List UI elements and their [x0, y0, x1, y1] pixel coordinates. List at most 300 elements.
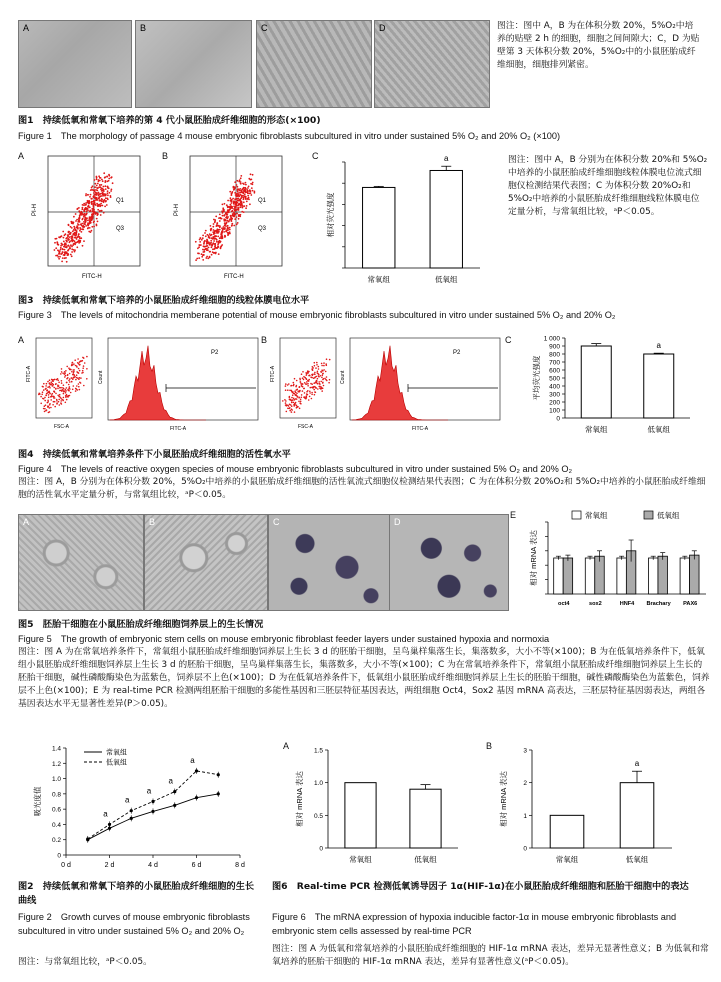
scatter-dot	[58, 396, 60, 398]
flow-dot	[241, 203, 243, 205]
scatter-dot	[322, 373, 324, 375]
scatter-dot	[47, 405, 49, 407]
flow-dot	[95, 204, 97, 206]
flow-dot	[68, 245, 70, 247]
flow-dot	[84, 218, 86, 220]
flow-dot	[216, 231, 218, 233]
scatter-dot	[75, 390, 77, 392]
scatter-dot	[86, 378, 88, 380]
scatter-dot	[69, 369, 71, 371]
flow-dot	[216, 241, 218, 243]
scatter-dot	[288, 405, 290, 407]
scatter-dot	[75, 365, 77, 367]
flow-dot	[199, 241, 201, 243]
fig6a-chart	[278, 740, 478, 870]
hist-ylabel: Count	[340, 370, 346, 384]
scatter-dot	[315, 392, 317, 394]
flow-dot	[108, 174, 110, 176]
flow-dot	[94, 179, 96, 181]
flow-dot	[202, 237, 204, 239]
flow-dot	[105, 188, 107, 190]
gate-label: P2	[453, 350, 461, 356]
scatter-dot	[325, 371, 327, 373]
flow-dot	[102, 205, 104, 207]
flow-dot	[97, 213, 99, 215]
flow-dot	[105, 194, 107, 196]
flow-dot	[245, 182, 247, 184]
scatter-dot	[321, 377, 323, 379]
scatter-dot	[294, 378, 296, 380]
flow-dot	[92, 201, 94, 203]
flow-dot	[79, 230, 81, 232]
y-tick-label: 0.6	[51, 806, 61, 814]
flow-dot	[205, 230, 207, 232]
flow-dot	[218, 231, 220, 233]
fig3-note: 图注：图中 A，B 分别为在体积分数 20%和 5%O₂中培养的小鼠胚胎成纤维细胞线粒体膜电位流式细胞仪检测结果代表图；C 为体积分数 20%O₂和 5%O₂中培养的小鼠胚胎成纤维细胞线粒体膜电位定量分析，与常氧组比较，ᵃP＜0.05。	[508, 155, 708, 217]
flow-dot	[229, 227, 231, 229]
scatter-dot	[293, 402, 295, 404]
flow-dot	[85, 213, 87, 215]
scatter-dot	[321, 371, 323, 373]
bar	[617, 558, 626, 594]
flow-dot	[59, 252, 61, 254]
flow-dot	[81, 219, 83, 221]
fig1-panel-b	[135, 20, 252, 108]
x-tick-label: PAX6	[683, 601, 698, 607]
flow-dot	[87, 200, 89, 202]
flow-dot	[59, 256, 61, 258]
flow-dot	[213, 233, 215, 235]
scatter-dot	[290, 385, 292, 387]
scatter-dot	[304, 392, 306, 394]
flow-dot	[65, 246, 67, 248]
scatter-dot	[295, 392, 297, 394]
flow-dot	[71, 255, 73, 257]
scatter-dot	[323, 362, 325, 364]
flow-dot	[60, 249, 62, 251]
flow-dot	[91, 226, 93, 228]
flow-dot	[217, 229, 219, 231]
flow-dot	[100, 214, 102, 216]
flow-dot	[91, 198, 93, 200]
flow-dot	[76, 230, 78, 232]
panel-label: A	[23, 517, 30, 527]
flow-dot	[75, 234, 77, 236]
flow-dot	[103, 190, 105, 192]
flow-dot	[71, 251, 73, 253]
flow-dot	[110, 190, 112, 192]
flow-dot	[237, 204, 239, 206]
flow-dot	[243, 205, 245, 207]
flow-dot	[82, 207, 84, 209]
flow-dot	[82, 204, 84, 206]
scatter-dot	[66, 382, 68, 384]
flow-dot	[96, 218, 98, 220]
flow-dot	[62, 257, 64, 259]
x-tick-label: 低氧组	[435, 275, 458, 284]
legend-swatch	[572, 511, 581, 519]
scatter-dot	[83, 385, 85, 387]
flow-xlabel: FITC-H	[224, 274, 244, 280]
scatter-dot	[48, 394, 50, 396]
flow-dot	[101, 210, 103, 212]
scatter-dot	[56, 402, 58, 404]
scatter-dot	[292, 399, 294, 401]
flow-dot	[88, 203, 90, 205]
x-tick-label: 常氧组	[349, 855, 372, 864]
scatter-dot	[43, 398, 45, 400]
flow-dot	[97, 187, 99, 189]
scatter-dot	[324, 378, 326, 380]
panel-label: D	[394, 517, 401, 527]
flow-dot	[227, 207, 229, 209]
fig4-note: 图注：图 A，B 分别为在体积分数 20%，5%O₂中培养的小鼠胚胎成纤维细胞的活性氧流式细胞仪检测结果代表图；C 为在体积分数 20%O₂和 5%O₂中培养的小鼠胚胎成纤维细胞的活性氧水平定量分析，与常氧组比较，ᵃP＜0.05。	[18, 477, 706, 500]
flow-dot	[69, 233, 71, 235]
flow-dot	[198, 246, 200, 248]
flow-dot	[98, 175, 100, 177]
flow-dot	[101, 195, 103, 197]
flow-dot	[74, 242, 76, 244]
scatter-dot	[293, 382, 295, 384]
flow-dot	[238, 218, 240, 220]
flow-dot	[239, 206, 241, 208]
flow-dot	[205, 246, 207, 248]
flow-dot	[83, 203, 85, 205]
scatter-dot	[297, 389, 299, 391]
flow-dot	[75, 213, 77, 215]
flow-dot	[81, 231, 83, 233]
scatter-dot	[69, 381, 71, 383]
scatter-dot	[312, 366, 314, 368]
scatter-dot	[49, 379, 51, 381]
scatter-dot	[289, 390, 291, 392]
flow-dot	[226, 216, 228, 218]
flow-dot	[227, 200, 229, 202]
scatter-dot	[63, 397, 65, 399]
bar	[363, 187, 395, 268]
scatter-dot	[313, 377, 315, 379]
flow-dot	[85, 225, 87, 227]
fig4-scatter-b	[268, 334, 340, 434]
scatter-dot	[300, 383, 302, 385]
flow-dot	[252, 182, 254, 184]
scatter-dot	[300, 401, 302, 403]
y-axis-label: 相对 mRNA 表达	[529, 530, 538, 586]
flow-dot	[240, 177, 242, 179]
scatter-dot	[76, 385, 78, 387]
flow-dot	[238, 198, 240, 200]
fig3-panel-a-label: A	[18, 151, 25, 161]
flow-dot	[98, 192, 100, 194]
significance-mark: a	[634, 759, 640, 769]
flow-dot	[249, 190, 251, 192]
flow-dot	[236, 184, 238, 186]
scatter-dot	[74, 359, 76, 361]
scatter-dot	[41, 394, 43, 396]
scatter-dot	[65, 370, 67, 372]
flow-dot	[213, 229, 215, 231]
scatter-dot	[60, 400, 62, 402]
flow-dot	[99, 184, 101, 186]
flow-dot	[66, 261, 68, 263]
flow-dot	[236, 193, 238, 195]
gate-label: P2	[211, 350, 219, 356]
scatter-dot	[313, 382, 315, 384]
flow-dot	[73, 216, 75, 218]
flow-dot	[59, 237, 61, 239]
flow-dot	[76, 227, 78, 229]
scatter-dot	[83, 357, 85, 359]
flow-dot	[107, 192, 109, 194]
scatter-dot	[297, 396, 299, 398]
scatter-dot	[316, 362, 318, 364]
flow-dot	[224, 214, 226, 216]
flow-dot	[97, 183, 99, 185]
scatter-dot	[48, 392, 50, 394]
flow-dot	[79, 215, 81, 217]
scatter-dot	[55, 388, 57, 390]
scatter-dot	[291, 411, 293, 413]
flow-dot	[60, 247, 62, 249]
scatter-dot	[82, 370, 84, 372]
scatter-dot	[299, 379, 301, 381]
flow-dot	[103, 186, 105, 188]
y-tick-label: 700	[549, 359, 560, 367]
y-tick-label: 800	[549, 351, 560, 359]
scatter-dot	[307, 383, 309, 385]
flow-dot	[237, 222, 239, 224]
flow-dot	[98, 198, 100, 200]
flow-dot	[248, 178, 250, 180]
scatter-dot	[78, 383, 80, 385]
flow-dot	[220, 241, 222, 243]
flow-dot	[103, 172, 105, 174]
scatter-dot	[323, 378, 325, 380]
scatter-dot	[298, 401, 300, 403]
bar	[563, 558, 572, 594]
flow-dot	[232, 198, 234, 200]
scatter-dot	[79, 377, 81, 379]
y-tick-label: 1.5	[313, 747, 323, 755]
flow-dot	[54, 249, 56, 251]
significance-mark: a	[168, 776, 173, 786]
flow-dot	[68, 238, 70, 240]
panel-label: A	[23, 23, 30, 33]
scatter-dot	[52, 385, 54, 387]
flow-dot	[96, 214, 98, 216]
flow-dot	[78, 234, 80, 236]
scatter-dot	[49, 386, 51, 388]
scatter-dot	[65, 375, 67, 377]
flow-dot	[56, 238, 58, 240]
flow-dot	[238, 181, 240, 183]
flow-dot	[214, 244, 216, 246]
bar	[585, 558, 594, 594]
flow-dot	[213, 248, 215, 250]
scatter-dot	[299, 390, 301, 392]
flow-dot	[103, 194, 105, 196]
flow-dot	[240, 201, 242, 203]
flow-dot	[206, 239, 208, 241]
scatter-dot	[67, 396, 69, 398]
flow-dot	[217, 236, 219, 238]
fig3c-chart	[300, 150, 500, 290]
flow-dot	[89, 218, 91, 220]
flow-dot	[83, 240, 85, 242]
q1-label: Q1	[116, 198, 125, 204]
flow-dot	[91, 219, 93, 221]
scatter-dot	[45, 388, 47, 390]
scatter-dot	[74, 374, 76, 376]
flow-dot	[84, 222, 86, 224]
scatter-ylabel: FITC-A	[26, 365, 32, 382]
fig2-caption-en: Figure 2 Growth curves of mouse embryonic fibroblasts subcultured in vitro under sustained 5% O₂ and 20% O₂	[18, 912, 250, 936]
flow-dot	[65, 257, 67, 259]
scatter-dot	[285, 402, 287, 404]
flow-dot	[93, 226, 95, 228]
flow-dot	[96, 194, 98, 196]
flow-dot	[239, 195, 241, 197]
x-tick-label: 0 d	[61, 862, 71, 869]
scatter-dot	[49, 403, 51, 405]
y-tick-label: 2	[523, 780, 527, 788]
flow-dot	[240, 175, 242, 177]
flow-dot	[72, 244, 74, 246]
y-tick-label: 1.2	[51, 760, 61, 768]
scatter-dot	[62, 372, 64, 374]
flow-dot	[99, 193, 101, 195]
scatter-dot	[39, 393, 41, 395]
flow-dot	[226, 214, 228, 216]
scatter-dot	[43, 389, 45, 391]
scatter-dot	[314, 372, 316, 374]
scatter-dot	[49, 387, 51, 389]
flow-dot	[77, 235, 79, 237]
flow-dot	[76, 241, 78, 243]
flow-dot	[77, 221, 79, 223]
scatter-dot	[51, 381, 53, 383]
flow-dot	[211, 254, 213, 256]
scatter-dot	[66, 387, 68, 389]
flow-dot	[225, 211, 227, 213]
flow-dot	[242, 193, 244, 195]
scatter-dot	[292, 394, 294, 396]
flow-dot	[208, 247, 210, 249]
flow-dot	[91, 217, 93, 219]
flow-dot	[244, 195, 246, 197]
scatter-dot	[45, 410, 47, 412]
fig6-caption-en: Figure 6 The mRNA expression of hypoxia inducible factor-1α in mouse embryonic fibroblasts and embryonic stem cells assessed by real-time PCR	[272, 912, 677, 936]
scatter-dot	[52, 404, 54, 406]
fig4-histogram-a	[96, 334, 261, 438]
scatter-dot	[304, 397, 306, 399]
fig6-note: 图注：图 A 为低氧和常氧培养的小鼠胚胎成纤维细胞的 HIF-1α mRNA 表达，差异无显著性意义；B 为低氧和常氧培养的胚胎干细胞的 HIF-1α mRNA 表达，差异有显著性意义(ᵃP＜0.05)。	[272, 944, 709, 967]
flow-dot	[110, 177, 112, 179]
flow-dot	[214, 238, 216, 240]
flow-dot	[225, 230, 227, 232]
flow-dot	[93, 195, 95, 197]
flow-dot	[241, 206, 243, 208]
scatter-dot	[80, 382, 82, 384]
flow-dot	[210, 225, 212, 227]
flow-dot	[238, 214, 240, 216]
panel-label: C	[261, 23, 268, 33]
scatter-dot	[60, 397, 62, 399]
scatter-dot	[302, 371, 304, 373]
flow-dot	[87, 225, 89, 227]
flow-dot	[101, 199, 103, 201]
scatter-dot	[77, 378, 79, 380]
scatter-dot	[314, 365, 316, 367]
scatter-dot	[314, 373, 316, 375]
scatter-dot	[71, 377, 73, 379]
flow-dot	[107, 190, 109, 192]
scatter-dot	[42, 386, 44, 388]
flow-dot	[231, 211, 233, 213]
scatter-dot	[286, 405, 288, 407]
flow-dot	[234, 181, 236, 183]
scatter-dot	[291, 405, 293, 407]
flow-dot	[90, 222, 92, 224]
scatter-dot	[67, 377, 69, 379]
flow-dot	[61, 261, 63, 263]
flow-dot	[203, 254, 205, 256]
scatter-dot	[318, 374, 320, 376]
scatter-dot	[61, 371, 63, 373]
x-tick-label: 常氧组	[367, 275, 390, 284]
flow-dot	[213, 240, 215, 242]
scatter-dot	[302, 390, 304, 392]
scatter-dot	[285, 400, 287, 402]
scatter-dot	[323, 385, 325, 387]
fig5-panel-e-label: E	[510, 510, 517, 520]
flow-dot	[109, 192, 111, 194]
flow-dot	[200, 237, 202, 239]
scatter-dot	[289, 410, 291, 412]
scatter-dot	[53, 387, 55, 389]
fig1-panel-c	[256, 20, 372, 108]
flow-dot	[219, 220, 221, 222]
flow-dot	[68, 224, 70, 226]
fig4-panel-c-label: C	[505, 335, 512, 345]
series-line	[88, 771, 219, 839]
flow-dot	[218, 253, 220, 255]
flow-dot	[235, 196, 237, 198]
flow-dot	[62, 231, 64, 233]
flow-dot	[72, 236, 74, 238]
scatter-dot	[318, 376, 320, 378]
scatter-dot	[313, 389, 315, 391]
scatter-dot	[299, 408, 301, 410]
flow-dot	[243, 197, 245, 199]
fig6b-chart	[482, 740, 692, 870]
scatter-dot	[66, 399, 68, 401]
scatter-dot	[57, 378, 59, 380]
flow-dot	[224, 203, 226, 205]
scatter-dot	[49, 383, 51, 385]
flow-dot	[63, 241, 65, 243]
flow-dot	[254, 191, 256, 193]
flow-dot	[206, 248, 208, 250]
flow-dot	[220, 246, 222, 248]
scatter-dot	[57, 380, 59, 382]
scatter-dot	[76, 374, 78, 376]
flow-dot	[81, 208, 83, 210]
panel-label: C	[273, 517, 280, 527]
scatter-dot	[64, 376, 66, 378]
scatter-dot	[52, 393, 54, 395]
flow-dot	[251, 179, 253, 181]
